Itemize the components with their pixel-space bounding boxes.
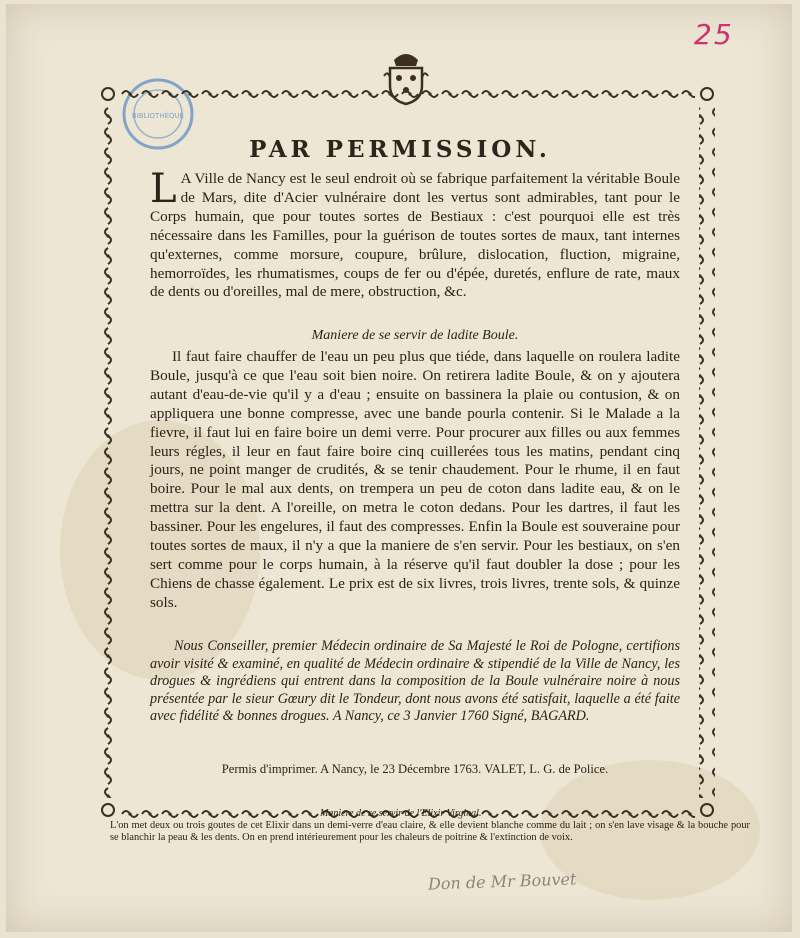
handwritten-donation-note: Don de Mr Bouvet xyxy=(427,869,577,894)
printing-permission: Permis d'imprimer. A Nancy, le 23 Décembre 1763. VALET, L. G. de Police. xyxy=(221,762,609,776)
intro-paragraph xyxy=(150,166,680,302)
stamp-label: BIBLIOTHÈQUE xyxy=(131,112,185,120)
intro-text: A Ville de Nancy est le seul endroit où se fabrique parfaitement la véritable Boule de Mars, dite d'Acier vulnéraire dont les vertus sont admirables, tant pour le Corps humain, que pour toutes sortes de Bestiaux : c'est pourquoi elle est très nécessaire dans les Familles, pour la guérison de toutes sortes de maux, tant internes qu'externes, comme morsure, coupure, brûlure, dislocation, fluction, migraine, hemorroïdes, les rhumatismes, coups de fer ou d'épée, duretés, enflure de rate, maux de dents ou d'oreilles, mal de mere, obstruction, &c. xyxy=(150,170,680,301)
document-title: PAR PERMISSION. xyxy=(249,136,551,163)
folio-number: 25 xyxy=(694,18,734,51)
footnote-title: Maniere de se servir de l'Elixir Virginal. xyxy=(320,808,482,819)
usage-subheading: Maniere de se servir de ladite Boule. xyxy=(311,328,519,343)
certification-paragraph: Nous Conseiller, premier Médecin ordinaire de Sa Majesté le Roi de Pologne, certifions avoir visité & examiné, en qualité de Médecin ordinaire & stipendié de la Ville de Nancy, les drogues & ingrédiens qui entrent dans la composition de la Boule vulnéraire noire à nous présentée par le sieur Gœury dit le Tondeur, dont nous avons été satisfait, laquelle a été faite avec fidélité & bonnes drogues. A Nancy, ce 3 Janvier 1760 Signé, BAGARD. xyxy=(150,638,680,725)
footnote-text: L'on met deux ou trois goutes de cet Elixir dans un demi-verre d'eau claire, & elle devient blanche comme du lait ; on s'en lave visage & la bouche pour se blanchir la peau & les dents. On en prend intérieurement pour les chaleurs de poitrine & l'extinction de voix. xyxy=(110,820,750,844)
drop-cap: L xyxy=(150,166,177,212)
usage-paragraph: Il faut faire chauffer de l'eau un peu plus que tiéde, dans laquelle on roulera ladite Boule, jusqu'à ce que l'eau soit bien noire. On retirera ladite Boule, & on y ajoutera autant d'eau-de-vie qu'il y a d'eau ; ensuite on bassinera la plaie ou contusion, & on appliquera une bonne compresse, avec une bande pourla contenir. Si le Malade a la fievre, il faut lui en faire boire un demi verre. Pour procurer aux filles ou aux femmes leurs régles, il leur en faut faire boire cinq cuillerées tous les matins, pendant cinq jours, ne point manger de crudités, & se tenir chaudement. Pour le rhume, il en faut boire. Pour le mal aux dents, on trempera un peu de coton dans ladite eau, & on le mettra sur la dent. A l'oreille, on metra le coton dedans. Pour les dartres, il faut les bassiner. Pour les engelures, il faut des compresses. Enfin la Boule est souveraine pour toutes sortes de maux, il n'y a que la maniere de s'en servir. Pour les bestiaux, on s'en sert comme pour le corps humain, à la réserve qu'il faut doubler la dose ; pour les Chiens de chasse également. Le prix est de six livres, trois livres, trente sols, & quinze sols. xyxy=(150,348,680,611)
